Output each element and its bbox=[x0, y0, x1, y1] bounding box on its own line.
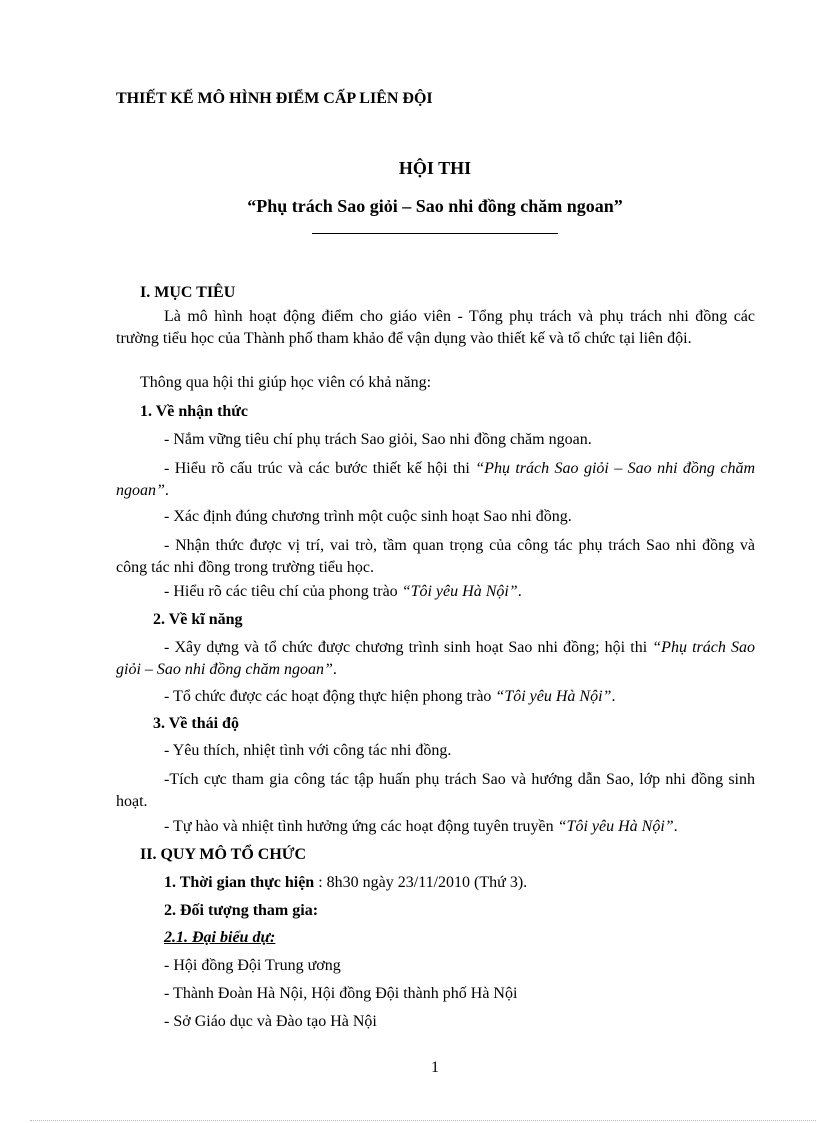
subsection-heading: 2. Đối tượng tham gia: bbox=[164, 902, 319, 919]
list-item: - Hiểu rõ cấu trúc và các bước thiết kế hội thi “Phụ trách Sao giỏi – Sao nhi đồng chăm ngoan”. bbox=[116, 460, 755, 499]
list-item: - Thành Đoàn Hà Nội, Hội đồng Đội thành phố Hà Nội bbox=[164, 985, 518, 1002]
list-item: - Sở Giáo dục và Đào tạo Hà Nội bbox=[164, 1013, 377, 1030]
paragraph: Thông qua hội thi giúp học viên có khả năng: bbox=[140, 374, 432, 391]
list-item: - Tự hào và nhiệt tình hưởng ứng các hoạt động tuyên truyền “Tôi yêu Hà Nội”. bbox=[164, 818, 678, 835]
list-item: - Nhận thức được vị trí, vai trò, tầm quan trọng của công tác phụ trách Sao nhi đồng và công tác nhi đồng trong trường tiểu học. bbox=[116, 537, 755, 576]
page-bottom-divider bbox=[30, 1120, 816, 1121]
list-item: - Hội đồng Đội Trung ương bbox=[164, 957, 341, 974]
section-1-heading: I. MỤC TIÊU bbox=[140, 284, 236, 301]
doc-heading: THIẾT KẾ MÔ HÌNH ĐIỂM CẤP LIÊN ĐỘI bbox=[116, 90, 433, 107]
section-2-heading: II. QUY MÔ TỔ CHỨC bbox=[140, 846, 307, 863]
subsection-heading: 2.1. Đại biểu dự: bbox=[164, 929, 276, 946]
subsection-heading: 3. Về thái độ bbox=[153, 715, 239, 732]
time-line: 1. Thời gian thực hiện : 8h30 ngày 23/11/2010 (Thứ 3). bbox=[164, 874, 528, 891]
list-item: - Nắm vững tiêu chí phụ trách Sao giỏi, Sao nhi đồng chăm ngoan. bbox=[164, 431, 592, 448]
page-number: 1 bbox=[431, 1059, 439, 1076]
list-item: - Tổ chức được các hoạt động thực hiện phong trào “Tôi yêu Hà Nội”. bbox=[164, 688, 616, 705]
list-item: - Xác định đúng chương trình một cuộc sinh hoạt Sao nhi đồng. bbox=[164, 508, 572, 525]
subsection-heading: 2. Về kĩ năng bbox=[153, 611, 243, 628]
subsection-heading: 1. Về nhận thức bbox=[140, 403, 248, 420]
list-item: - Yêu thích, nhiệt tình với công tác nhi đồng. bbox=[164, 742, 452, 759]
list-item: - Hiểu rõ các tiêu chí của phong trào “Tôi yêu Hà Nội”. bbox=[164, 583, 522, 600]
doc-subtitle: “Phụ trách Sao giỏi – Sao nhi đồng chăm ngoan” bbox=[247, 196, 623, 216]
list-item: -Tích cực tham gia công tác tập huấn phụ trách Sao và hướng dẫn Sao, lớp nhi đồng sinh hoạt. bbox=[116, 771, 755, 810]
doc-title: HỘI THI bbox=[398, 158, 472, 178]
list-item: - Xây dựng và tổ chức được chương trình sinh hoạt Sao nhi đồng; hội thi “Phụ trách Sao giỏi – Sao nhi đồng chăm ngoan”. bbox=[116, 639, 755, 678]
paragraph: Là mô hình hoạt động điểm cho giáo viên - Tổng phụ trách và phụ trách nhi đồng các trường tiểu học của Thành phố tham khảo để vận dụng vào thiết kế và tổ chức tại liên đội. bbox=[116, 308, 755, 347]
title-underline bbox=[312, 233, 558, 234]
